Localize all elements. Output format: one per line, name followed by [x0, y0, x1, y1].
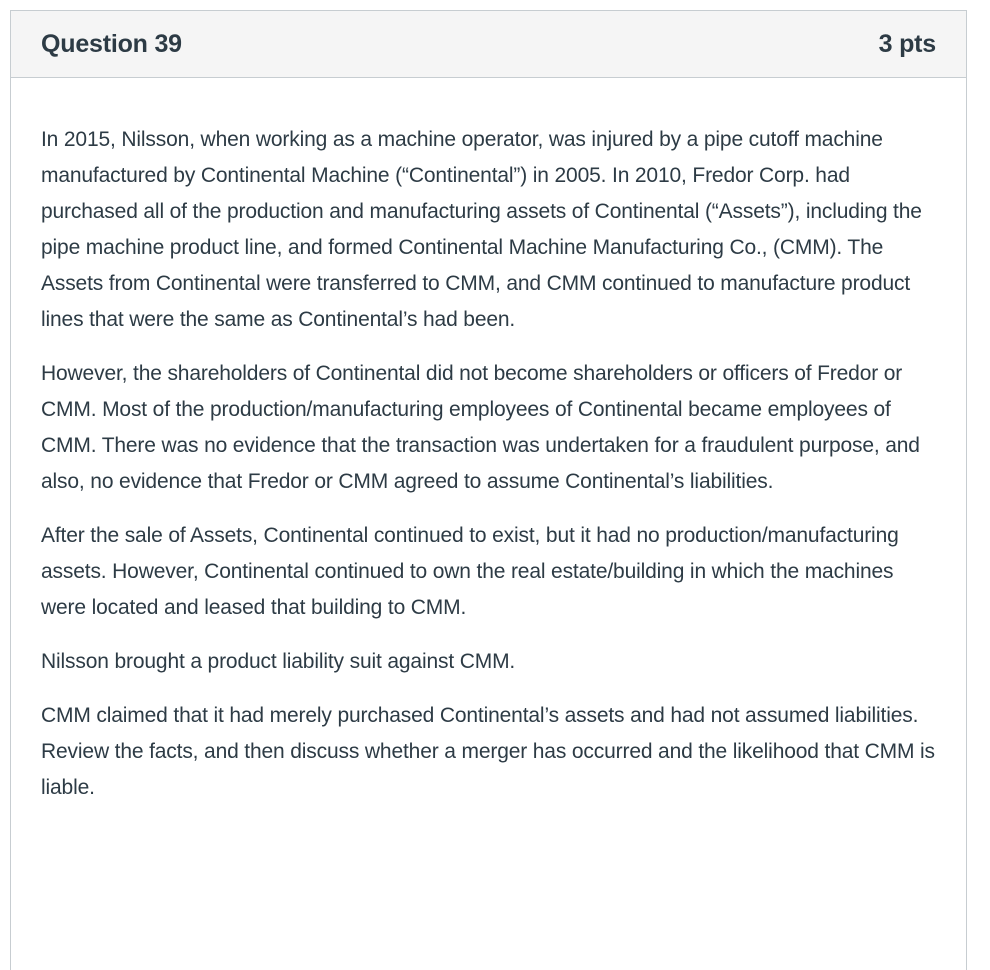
question-card [10, 10, 967, 970]
question-paragraph-1: In 2015, Nilsson, when working as a machine operator, was injured by a pipe cutoff machine manufactured by Continental Machine (“Continental”) in 2005. In 2010, Fredor Corp. had purchased all of the production and manufacturing assets of Continental (“Assets”), including the pipe machine product line, and formed Continental Machine Manufacturing Co., (CMM). The Assets from Continental were transferred to CMM, and CMM continued to manufacture product lines that were the same as Continental’s had been. [41, 128, 922, 331]
question-header [11, 11, 966, 78]
question-text [11, 78, 966, 806]
question-title: Question 39 [41, 29, 182, 58]
question-paragraph-4: Nilsson brought a product liability suit against CMM. [41, 650, 516, 673]
question-paragraph-5: CMM claimed that it had merely purchased Continental’s assets and had not assumed liabilities. Review the facts, and then discuss whether a merger has occurred and the likelihood that CMM is liable. [41, 704, 935, 799]
question-points: 3 pts [878, 29, 936, 58]
question-paragraph-2: However, the shareholders of Continental did not become shareholders or officers of Fredor or CMM. Most of the production/manufacturing employees of Continental became employees of CMM. There was no evidence that the transaction was undertaken for a fraudulent purpose, and also, no evidence that Fredor or CMM agreed to assume Continental’s liabilities. [41, 362, 920, 493]
question-paragraph-3: After the sale of Assets, Continental continued to exist, but it had no production/manufacturing assets. However, Continental continued to own the real estate/building in which the machines were located and leased that building to CMM. [41, 524, 899, 619]
